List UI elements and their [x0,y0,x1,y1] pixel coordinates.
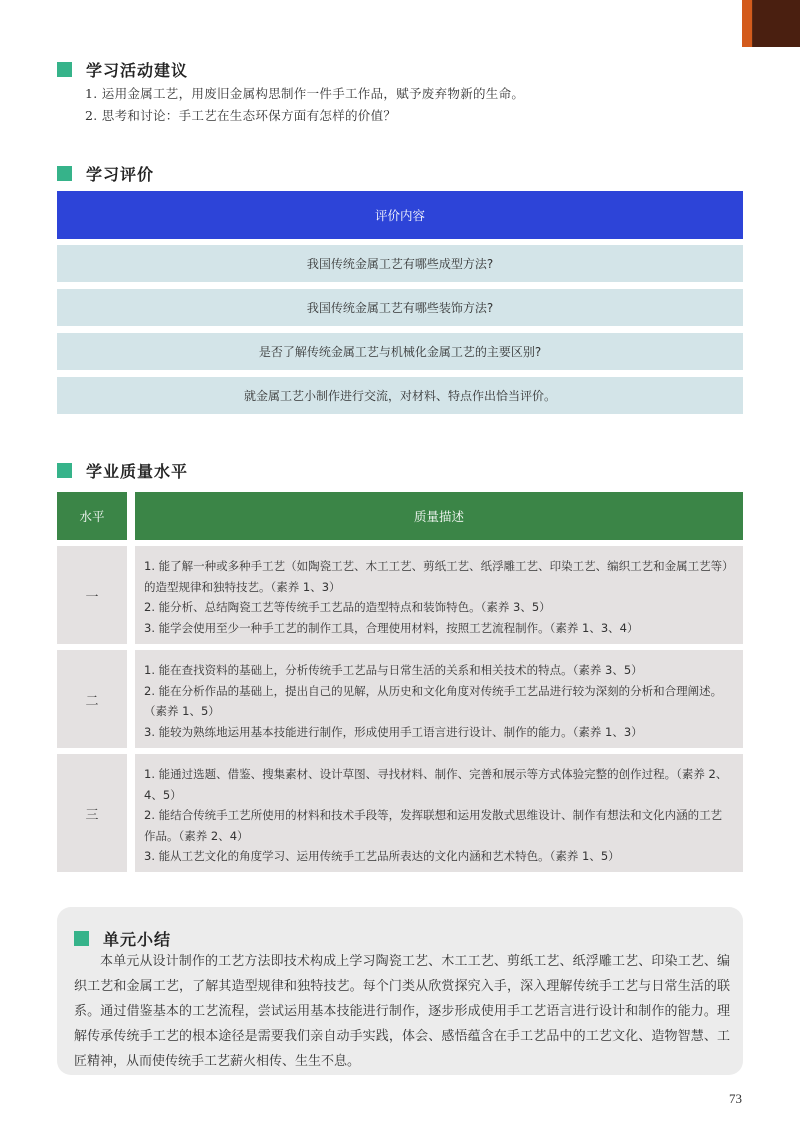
evaluation-row: 我国传统金属工艺有哪些成型方法? [57,245,743,282]
green-square-icon [57,463,72,478]
summary-heading [74,927,171,950]
quality-header-level: 水平 [57,492,127,540]
activity-list [85,83,524,127]
quality-description-line: 3. 能较为熟练地运用基本技能进行制作，形成使用手工语言进行设计、制作的能力。（素养 1、3） [144,724,643,739]
quality-description-line: 3. 能学会使用至少一种手工艺的制作工具，合理使用材料，按照工艺流程制作。（素养 1、3、4） [144,620,639,635]
green-square-icon [57,166,72,181]
quality-description-line: 3. 能从工艺文化的角度学习、运用传统手工艺品所表达的文化内涵和艺术特色。（素养 1、5） [144,849,620,863]
quality-level-cell: 三 [57,754,127,872]
evaluation-table-header: 评价内容 [57,191,743,239]
corner-tab-decoration [742,0,800,47]
quality-description-line: 1. 能通过选题、借鉴、搜集素材、设计草图、寻找材料、制作、完善和展示等方式体验完整的创作过程。（素养 2、4、5） [144,767,728,802]
evaluation-section-heading [57,162,154,185]
quality-description-cell [135,650,743,748]
quality-section-heading [57,459,188,482]
evaluation-title: 学习评价 [86,165,155,184]
summary-title: 单元小结 [103,930,172,949]
activity-item: 1. 运用金属工艺，用废旧金属构思制作一件手工作品，赋予废弃物新的生命。 [85,86,525,101]
quality-description-line: 2. 能在分析作品的基础上，提出自己的见解，从历史和文化角度对传统手工艺品进行较为深刻的分析和合理阐述。（素养 1、5） [144,683,723,718]
summary-paragraph: 本单元从设计制作的工艺方法即技术构成上学习陶瓷工艺、木工工艺、剪纸工艺、纸浮雕工艺、印染工艺、编织工艺和金属工艺，了解其造型规律和独特技艺。每个门类从欣赏探究入手，深入理解传统手工艺与日常生活的联系。通过借鉴基本的工艺流程，尝试运用基本技能进行制作，逐步形成使用手工艺语言进行设计和制作的能力。理解传承传统手工艺的根本途径是需要我们亲自动手实践，体会、感悟蕴含在手工艺品中的工艺文化、造物智慧、工匠精神，从而使传统手工艺薪火相传、生生不息。 [74,954,730,1069]
quality-title: 学业质量水平 [86,462,189,481]
activity-item: 2. 思考和讨论：手工艺在生态环保方面有怎样的价值？ [85,108,397,123]
quality-description-line: 2. 能分析、总结陶瓷工艺等传统手工艺品的造型特点和装饰特色。（素养 3、5） [144,600,551,614]
quality-description-cell [135,546,743,644]
activity-title: 学习活动建议 [86,61,189,80]
quality-level-cell: 一 [57,546,127,644]
quality-description-cell [135,754,743,872]
evaluation-row: 就金属工艺小制作进行交流，对材料、特点作出恰当评价。 [57,377,743,414]
green-square-icon [74,931,89,946]
evaluation-row: 是否了解传统金属工艺与机械化金属工艺的主要区别? [57,333,743,370]
quality-description-line: 2. 能结合传统手工艺所使用的材料和技术手段等，发挥联想和运用发散式思维设计、制作有想法和文化内涵的工艺作品。（素养 2、4） [144,808,723,843]
page-number: 73 [729,1091,742,1106]
unit-summary-box [57,907,743,1075]
activity-section-heading [57,58,188,81]
evaluation-row: 我国传统金属工艺有哪些装饰方法? [57,289,743,326]
quality-description-line: 1. 能了解一种或多种手工艺（如陶瓷工艺、木工工艺、剪纸工艺、纸浮雕工艺、印染工艺、编织工艺和金属工艺等）的造型规律和独特技艺。（素养 1、3） [144,559,728,594]
green-square-icon [57,62,72,77]
quality-level-cell: 二 [57,650,127,748]
quality-header-description: 质量描述 [135,492,743,540]
quality-description-line: 1. 能在查找资料的基础上，分析传统手工艺品与日常生活的关系和相关技术的特点。（素养 3、5） [144,663,643,677]
